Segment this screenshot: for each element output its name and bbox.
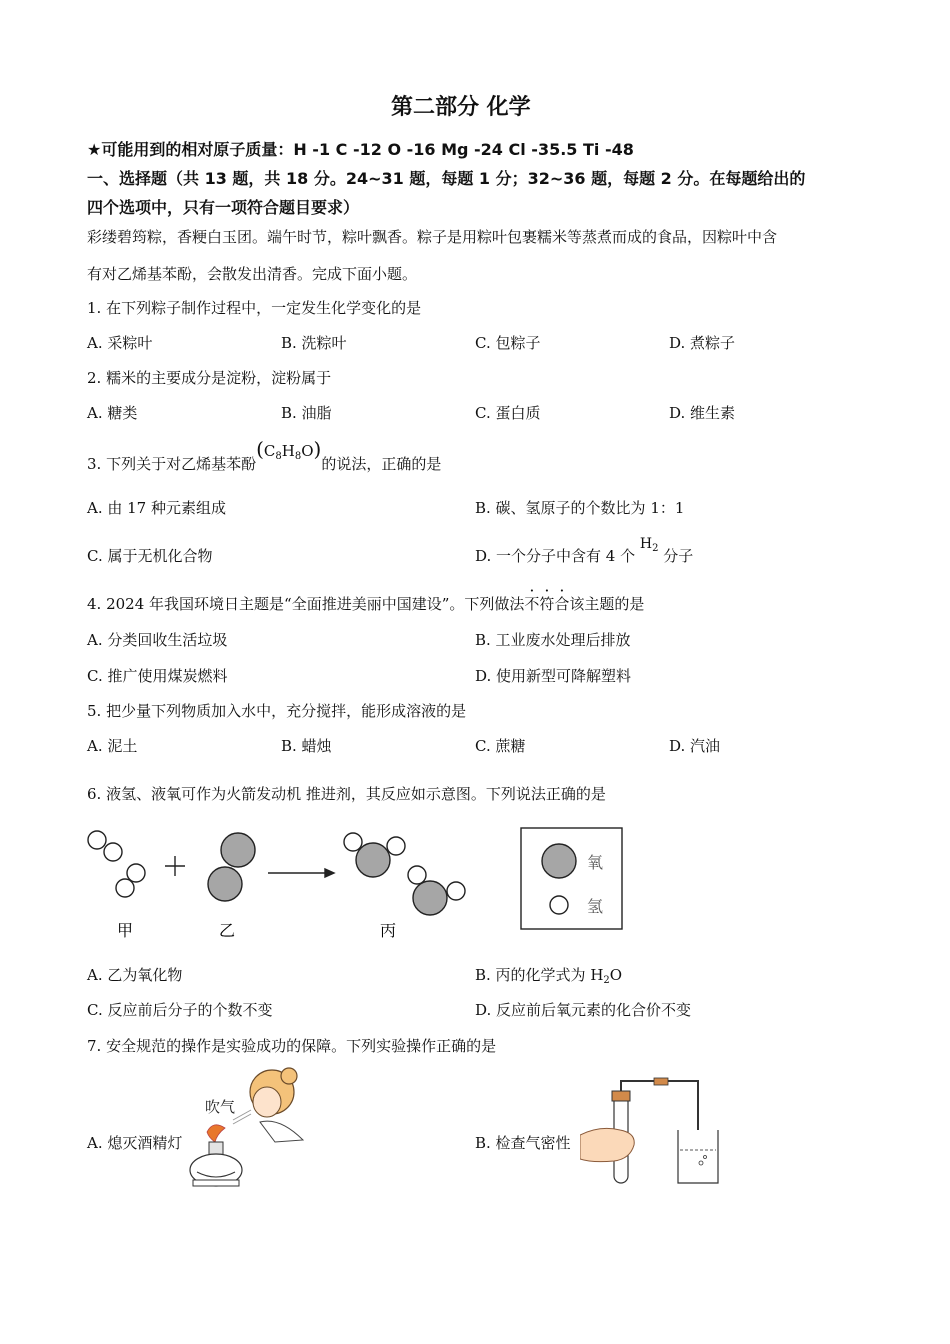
- bing-o-atom: [413, 881, 447, 915]
- legend-o-atom: [542, 844, 576, 878]
- q3-option-d-sub: 2: [652, 543, 659, 554]
- q4-option-a: A. 分类回收生活垃圾: [87, 631, 228, 649]
- q1-option-b: B. 洗粽叶: [281, 334, 347, 352]
- q3-option-d: [475, 532, 694, 565]
- bing-h-atom: [344, 833, 362, 851]
- q6-option-b-pre: B. 丙的化学式为 H: [475, 966, 604, 984]
- q6-option-b-post: O: [609, 966, 623, 984]
- girl-face: [253, 1087, 281, 1117]
- section-heading-line2: 四个选项中，只有一项符合题目要求）: [87, 198, 360, 217]
- lamp-base: [193, 1180, 239, 1186]
- intro-line2: 有对乙烯基苯酚，会散发出清香。完成下面小题。: [87, 265, 418, 283]
- q4-stem: [87, 593, 644, 614]
- rubber-stopper: [612, 1091, 630, 1101]
- blow-label: 吹气: [205, 1098, 236, 1116]
- tube-clamp: [654, 1078, 668, 1085]
- q3-option-c: C. 属于无机化合物: [87, 547, 213, 565]
- q6-stem: 6. 液氢、液氧可作为火箭发动机 推进剂，其反应如示意图。下列说法正确的是: [87, 785, 606, 803]
- q3-formula-c: C: [263, 442, 276, 460]
- q2-option-a: A. 糖类: [87, 404, 138, 422]
- airtightness-check-illustration: [580, 1075, 730, 1190]
- q3-option-d-h: H: [639, 536, 653, 552]
- q2-stem: 2. 糯米的主要成分是淀粉，淀粉属于: [87, 369, 332, 387]
- q3-formula-h-sub: 8: [294, 451, 302, 462]
- q7-option-a: A. 熄灭酒精灯: [87, 1134, 183, 1152]
- jia-h-atom: [88, 831, 106, 849]
- q3-option-a: A. 由 17 种元素组成: [87, 499, 226, 517]
- flame-icon: [207, 1125, 225, 1142]
- q5-option-d: D. 汽油: [669, 737, 721, 755]
- beaker: [678, 1130, 718, 1183]
- q3-formula-o: O: [301, 442, 314, 460]
- q6-option-d: D. 反应前后氧元素的化合价不变: [475, 1001, 692, 1019]
- yi-o-atom: [221, 833, 255, 867]
- q3-option-d-post: 分子: [663, 547, 694, 565]
- legend-h-atom: [550, 896, 568, 914]
- bing-h-atom: [408, 866, 426, 884]
- q3-option-b: B. 碳、氢原子的个数比为 1：1: [475, 499, 685, 517]
- q6-option-a: A. 乙为氧化物: [87, 966, 183, 984]
- q1-option-d: D. 煮粽子: [669, 334, 736, 352]
- hand: [580, 1128, 634, 1161]
- jia-h-atom: [116, 879, 134, 897]
- q2-option-b: B. 油脂: [281, 404, 332, 422]
- label-yi: 乙: [219, 921, 236, 940]
- q3-paren-close: ): [313, 437, 322, 461]
- q6-option-b-sub: 2: [603, 975, 610, 986]
- bing-h-atom: [447, 882, 465, 900]
- page-title: 第二部分 化学: [391, 95, 531, 120]
- jia-h-atom: [104, 843, 122, 861]
- q3-formula-h: H: [281, 442, 295, 460]
- q5-stem: 5. 把少量下列物质加入水中，充分搅拌，能形成溶液的是: [87, 702, 467, 720]
- q2-option-d: D. 维生素: [669, 404, 736, 422]
- q3-formula-c-sub: 8: [275, 451, 282, 462]
- section-heading-line1: 一、选择题（共 13 题，共 18 分。24~31 题，每题 1 分；32~36 题，每题 2 分。在每题给出的: [87, 169, 806, 188]
- bing-o-atom: [356, 843, 390, 877]
- q5-option-a: A. 泥土: [87, 737, 138, 755]
- q5-option-b: B. 蜡烛: [281, 737, 332, 755]
- atomic-mass-line: ★可能用到的相对原子质量：H -1 C -12 O -16 Mg -24 Cl -35.5 Ti -48: [87, 140, 634, 159]
- q4-option-b: B. 工业废水处理后排放: [475, 631, 631, 649]
- q6-option-b: [475, 964, 622, 986]
- legend-label-h: 氢: [587, 897, 604, 916]
- yi-o-atom: [208, 867, 242, 901]
- reaction-diagram: [80, 820, 640, 945]
- q6-option-c: C. 反应前后分子的个数不变: [87, 1001, 273, 1019]
- q3-stem-pre: 3. 下列关于对乙烯基苯酚: [87, 455, 257, 473]
- q1-stem: 1. 在下列粽子制作过程中，一定发生化学变化的是: [87, 299, 422, 317]
- bing-h-atom: [387, 837, 405, 855]
- q4-emphasis-2: 符: [539, 595, 555, 613]
- label-bing: 丙: [380, 921, 397, 940]
- q4-stem-pre: 4. 2024 年我国环境日主题是“全面推进美丽中国建设”。下列做法: [87, 595, 525, 613]
- q1-option-c: C. 包粽子: [475, 334, 541, 352]
- intro-line1: 彩缕碧筠粽，香粳白玉团。端午时节，粽叶飘香。粽子是用粽叶包裹糯米等蒸煮而成的食品，因粽叶中含: [87, 228, 778, 246]
- label-jia: 甲: [117, 921, 134, 940]
- q3-stem-post: 的说法，正确的是: [321, 455, 442, 473]
- reaction-arrow-head: [325, 869, 334, 877]
- q5-option-c: C. 蔗糖: [475, 737, 526, 755]
- q7-stem: 7. 安全规范的操作是实验成功的保障。下列实验操作正确的是: [87, 1037, 497, 1055]
- q3-paren-open: (: [256, 437, 264, 461]
- q3-stem: [87, 437, 442, 473]
- q3-option-d-pre: D. 一个分子中含有 4 个: [475, 547, 636, 565]
- legend-label-o: 氧: [587, 853, 604, 872]
- q4-stem-post: 该主题的是: [569, 595, 645, 613]
- q7-option-b: B. 检查气密性: [475, 1134, 571, 1152]
- q4-option-c: C. 推广使用煤炭燃料: [87, 667, 228, 685]
- q4-option-d: D. 使用新型可降解塑料: [475, 667, 632, 685]
- girl-hair-bun: [281, 1068, 297, 1084]
- girl-body: [260, 1121, 303, 1142]
- q4-emphasis-3: 合: [554, 595, 570, 613]
- q1-option-a: A. 采粽叶: [87, 334, 153, 352]
- legend-box: [521, 828, 622, 929]
- blow-out-lamp-illustration: [185, 1062, 310, 1192]
- q2-option-c: C. 蛋白质: [475, 404, 541, 422]
- jia-h-atom: [127, 864, 145, 882]
- q4-emphasis-1: 不: [524, 595, 540, 613]
